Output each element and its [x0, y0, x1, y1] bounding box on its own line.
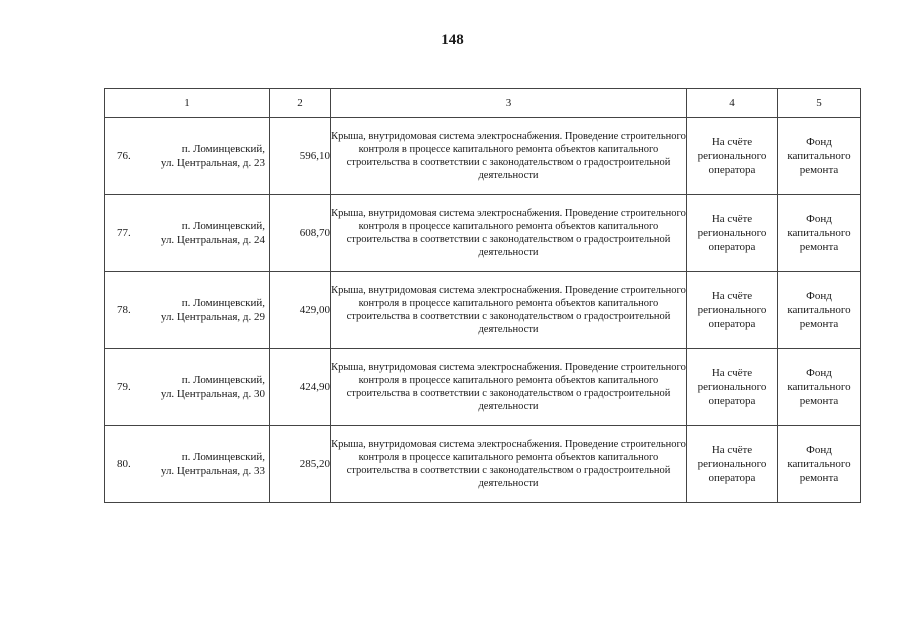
table-row [105, 118, 861, 195]
address-cell [105, 349, 270, 426]
source-line-3: ремонта [799, 395, 839, 407]
row-number: 80. [117, 457, 131, 470]
funding-method-cell [687, 272, 778, 349]
funding-line-3: оператора [708, 395, 756, 407]
source-line-2: капитального [787, 458, 851, 470]
funding-line-1: На счёте [711, 213, 753, 225]
funding-source-cell [778, 195, 861, 272]
row-number: 78. [117, 303, 131, 316]
area-cell: 608,70 [270, 195, 331, 272]
funding-method-cell [687, 426, 778, 503]
table-header [105, 89, 861, 118]
source-line-2: капитального [787, 304, 851, 316]
address-line-2: ул. Центральная, д. 30 [160, 388, 265, 400]
address [149, 142, 265, 170]
funding-line-2: регионального [697, 458, 767, 470]
funding-line-3: оператора [708, 241, 756, 253]
source-line-3: ремонта [799, 318, 839, 330]
funding-line-3: оператора [708, 164, 756, 176]
header-col-4: 4 [687, 89, 778, 118]
funding-line-2: регионального [697, 304, 767, 316]
address [149, 450, 265, 478]
header-col-3: 3 [331, 89, 687, 118]
funding-line-1: На счёте [711, 136, 753, 148]
funding-line-1: На счёте [711, 367, 753, 379]
address [149, 373, 265, 401]
funding-source-cell [778, 349, 861, 426]
table-row [105, 195, 861, 272]
address-cell [105, 426, 270, 503]
funding-line-3: оператора [708, 472, 756, 484]
address-cell [105, 118, 270, 195]
page-number: 148 [441, 32, 464, 48]
work-description-cell: Крыша, внутридомовая система электроснабжения. Проведение строительного контроля в процессе капитального ремонта объектов капитального строительства в соответствии с законодательством о градостроительной деятельности [331, 426, 687, 503]
address-line-1: п. Ломинцевский, [181, 374, 265, 386]
funding-line-2: регионального [697, 150, 767, 162]
repair-program-table [104, 88, 861, 503]
funding-source-cell [778, 118, 861, 195]
funding-source-cell [778, 272, 861, 349]
address-line-1: п. Ломинцевский, [181, 451, 265, 463]
address-cell [105, 195, 270, 272]
funding-line-3: оператора [708, 318, 756, 330]
source-line-1: Фонд [806, 136, 832, 148]
work-description-cell: Крыша, внутридомовая система электроснабжения. Проведение строительного контроля в процессе капитального ремонта объектов капитального строительства в соответствии с законодательством о градостроительной деятельности [331, 118, 687, 195]
source-line-1: Фонд [806, 367, 832, 379]
source-line-1: Фонд [806, 290, 832, 302]
funding-method-cell [687, 349, 778, 426]
row-number: 77. [117, 226, 131, 239]
address-line-2: ул. Центральная, д. 24 [160, 234, 265, 246]
address [149, 296, 265, 324]
funding-line-2: регионального [697, 381, 767, 393]
funding-line-1: На счёте [711, 444, 753, 456]
work-description-cell: Крыша, внутридомовая система электроснабжения. Проведение строительного контроля в процессе капитального ремонта объектов капитального строительства в соответствии с законодательством о градостроительной деятельности [331, 349, 687, 426]
address-line-2: ул. Центральная, д. 29 [160, 311, 265, 323]
header-col-2: 2 [270, 89, 331, 118]
source-line-2: капитального [787, 150, 851, 162]
table-row [105, 272, 861, 349]
area-cell: 596,10 [270, 118, 331, 195]
row-number: 76. [117, 149, 131, 162]
address-line-1: п. Ломинцевский, [181, 220, 265, 232]
address-line-2: ул. Центральная, д. 23 [160, 157, 265, 169]
funding-method-cell [687, 195, 778, 272]
work-description-cell: Крыша, внутридомовая система электроснабжения. Проведение строительного контроля в процессе капитального ремонта объектов капитального строительства в соответствии с законодательством о градостроительной деятельности [331, 195, 687, 272]
address-line-1: п. Ломинцевский, [181, 297, 265, 309]
address-cell [105, 272, 270, 349]
source-line-3: ремонта [799, 164, 839, 176]
source-line-3: ремонта [799, 472, 839, 484]
address-line-1: п. Ломинцевский, [181, 143, 265, 155]
funding-method-cell [687, 118, 778, 195]
source-line-2: капитального [787, 381, 851, 393]
address-line-2: ул. Центральная, д. 33 [160, 465, 265, 477]
row-number: 79. [117, 380, 131, 393]
area-cell: 285,20 [270, 426, 331, 503]
area-cell: 429,00 [270, 272, 331, 349]
source-line-2: капитального [787, 227, 851, 239]
table-row [105, 349, 861, 426]
source-line-3: ремонта [799, 241, 839, 253]
funding-line-2: регионального [697, 227, 767, 239]
header-col-1: 1 [105, 89, 270, 118]
funding-source-cell [778, 426, 861, 503]
table-row [105, 426, 861, 503]
source-line-1: Фонд [806, 444, 832, 456]
header-col-5: 5 [778, 89, 861, 118]
address [149, 219, 265, 247]
work-description-cell: Крыша, внутридомовая система электроснабжения. Проведение строительного контроля в процессе капитального ремонта объектов капитального строительства в соответствии с законодательством о градостроительной деятельности [331, 272, 687, 349]
source-line-1: Фонд [806, 213, 832, 225]
table-body [105, 118, 861, 503]
funding-line-1: На счёте [711, 290, 753, 302]
area-cell: 424,90 [270, 349, 331, 426]
